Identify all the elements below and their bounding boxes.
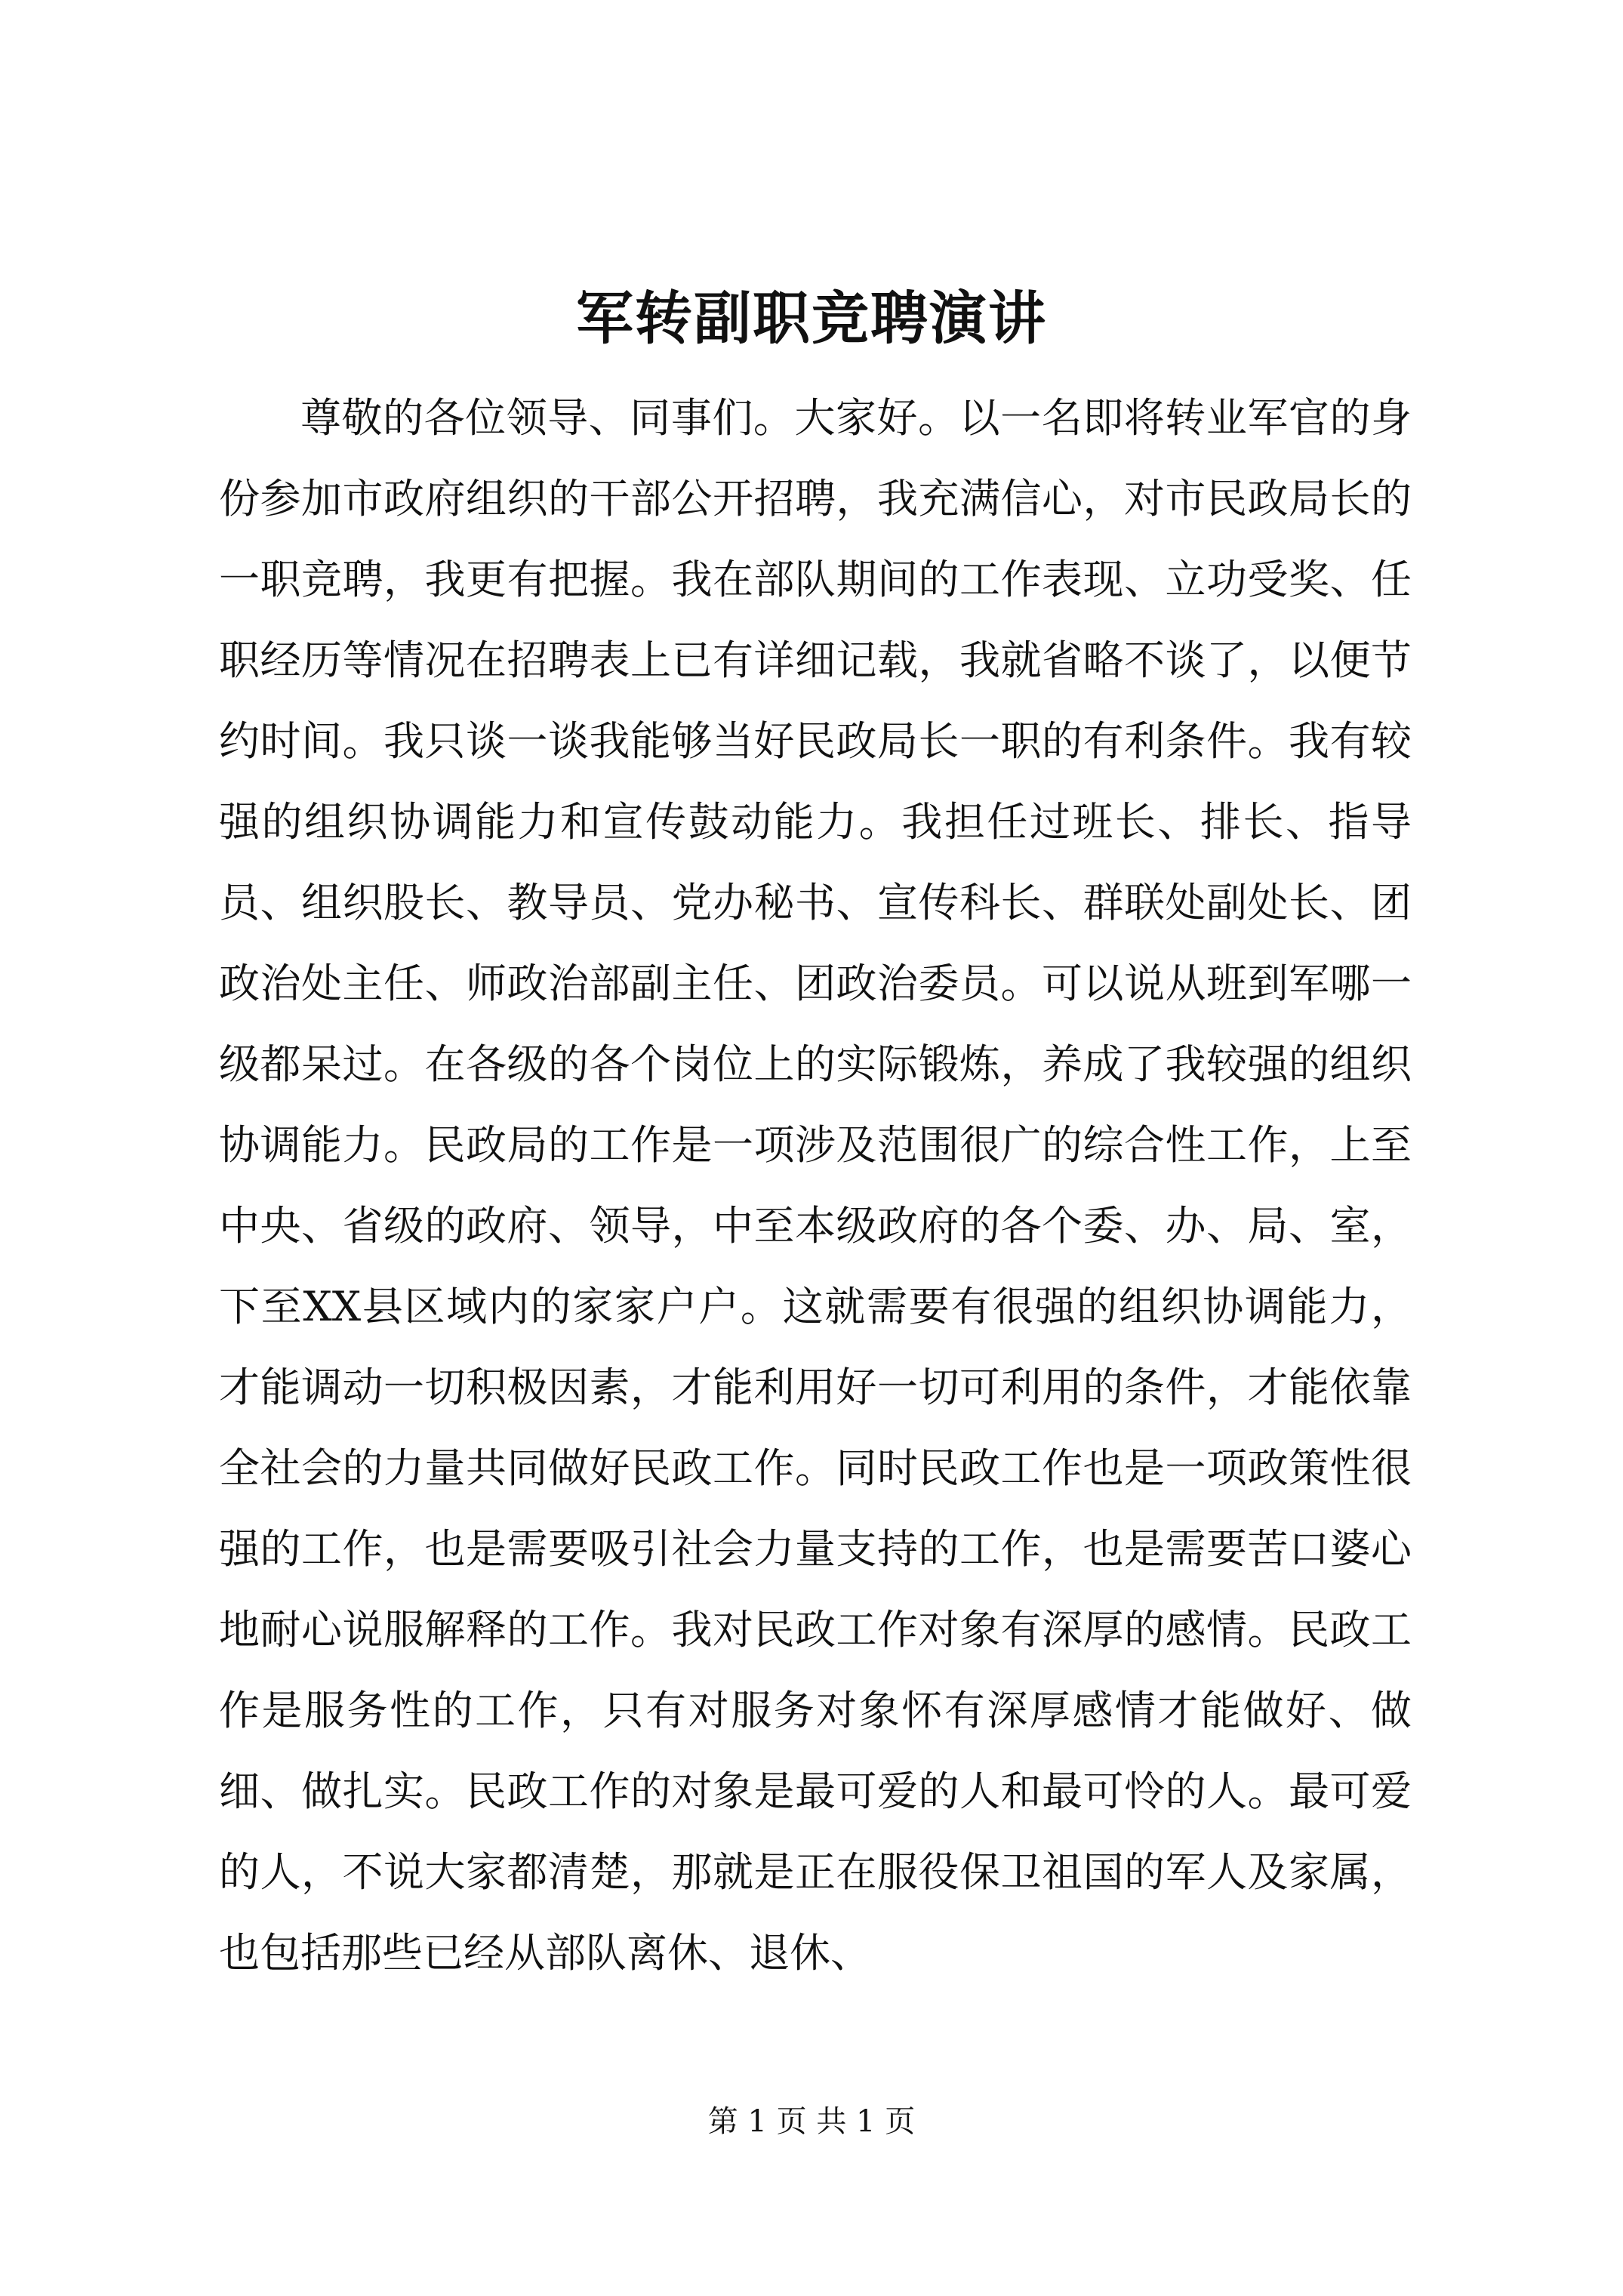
page-footer: 第 1 页 共 1 页 xyxy=(707,2104,916,2139)
document-title: 军转副职竞聘演讲 xyxy=(576,285,1047,352)
document-body-paragraph: 尊敬的各位领导、同事们。大家好。以一名即将转业军官的身份参加市政府组织的干部公开招聘，我充满信心，对市民政局长的一职竞聘，我更有把握。我在部队期间的工作表现、立功受奖、任职经历等情况在招聘表上已有详细记载，我就省略不谈了，以便节约时间。我只谈一谈我能够当好民政局长一职的有利条件。我有较强的组织协调能力和宣传鼓动能力。我担任过班长、排长、指导员、组织股长、教导员、党办秘书、宣传科长、群联处副处长、团政治处主任、师政治部副主任、团政治委员。可以说从班到军哪一级都呆过。在各级的各个岗位上的实际锻炼，养成了我较强的组织协调能力。民政局的工作是一项涉及范围很广的综合性工作，上至中央、省级的政府、领导，中至本级政府的各个委、办、局、室，下至XX县区域内的家家户户。这就需要有很强的组织协调能力，才能调动一切积极因素，才能利用好一切可利用的条件，才能依靠全社会的力量共同做好民政工作。同时民政工作也是一项政策性很强的工作，也是需要吸引社会力量支持的工作，也是需要苦口婆心地耐心说服解释的工作。我对民政工作对象有深厚的感情。民政工作是服务性的工作，只有对服务对象怀有深厚感情才能做好、做细、做扎实。民政工作的对象是最可爱的人和最可怜的人。最可爱的人，不说大家都清楚，那就是正在服役保卫祖国的军人及家属，也包括那些已经从部队离休、退休、 xyxy=(219,394,1412,1977)
